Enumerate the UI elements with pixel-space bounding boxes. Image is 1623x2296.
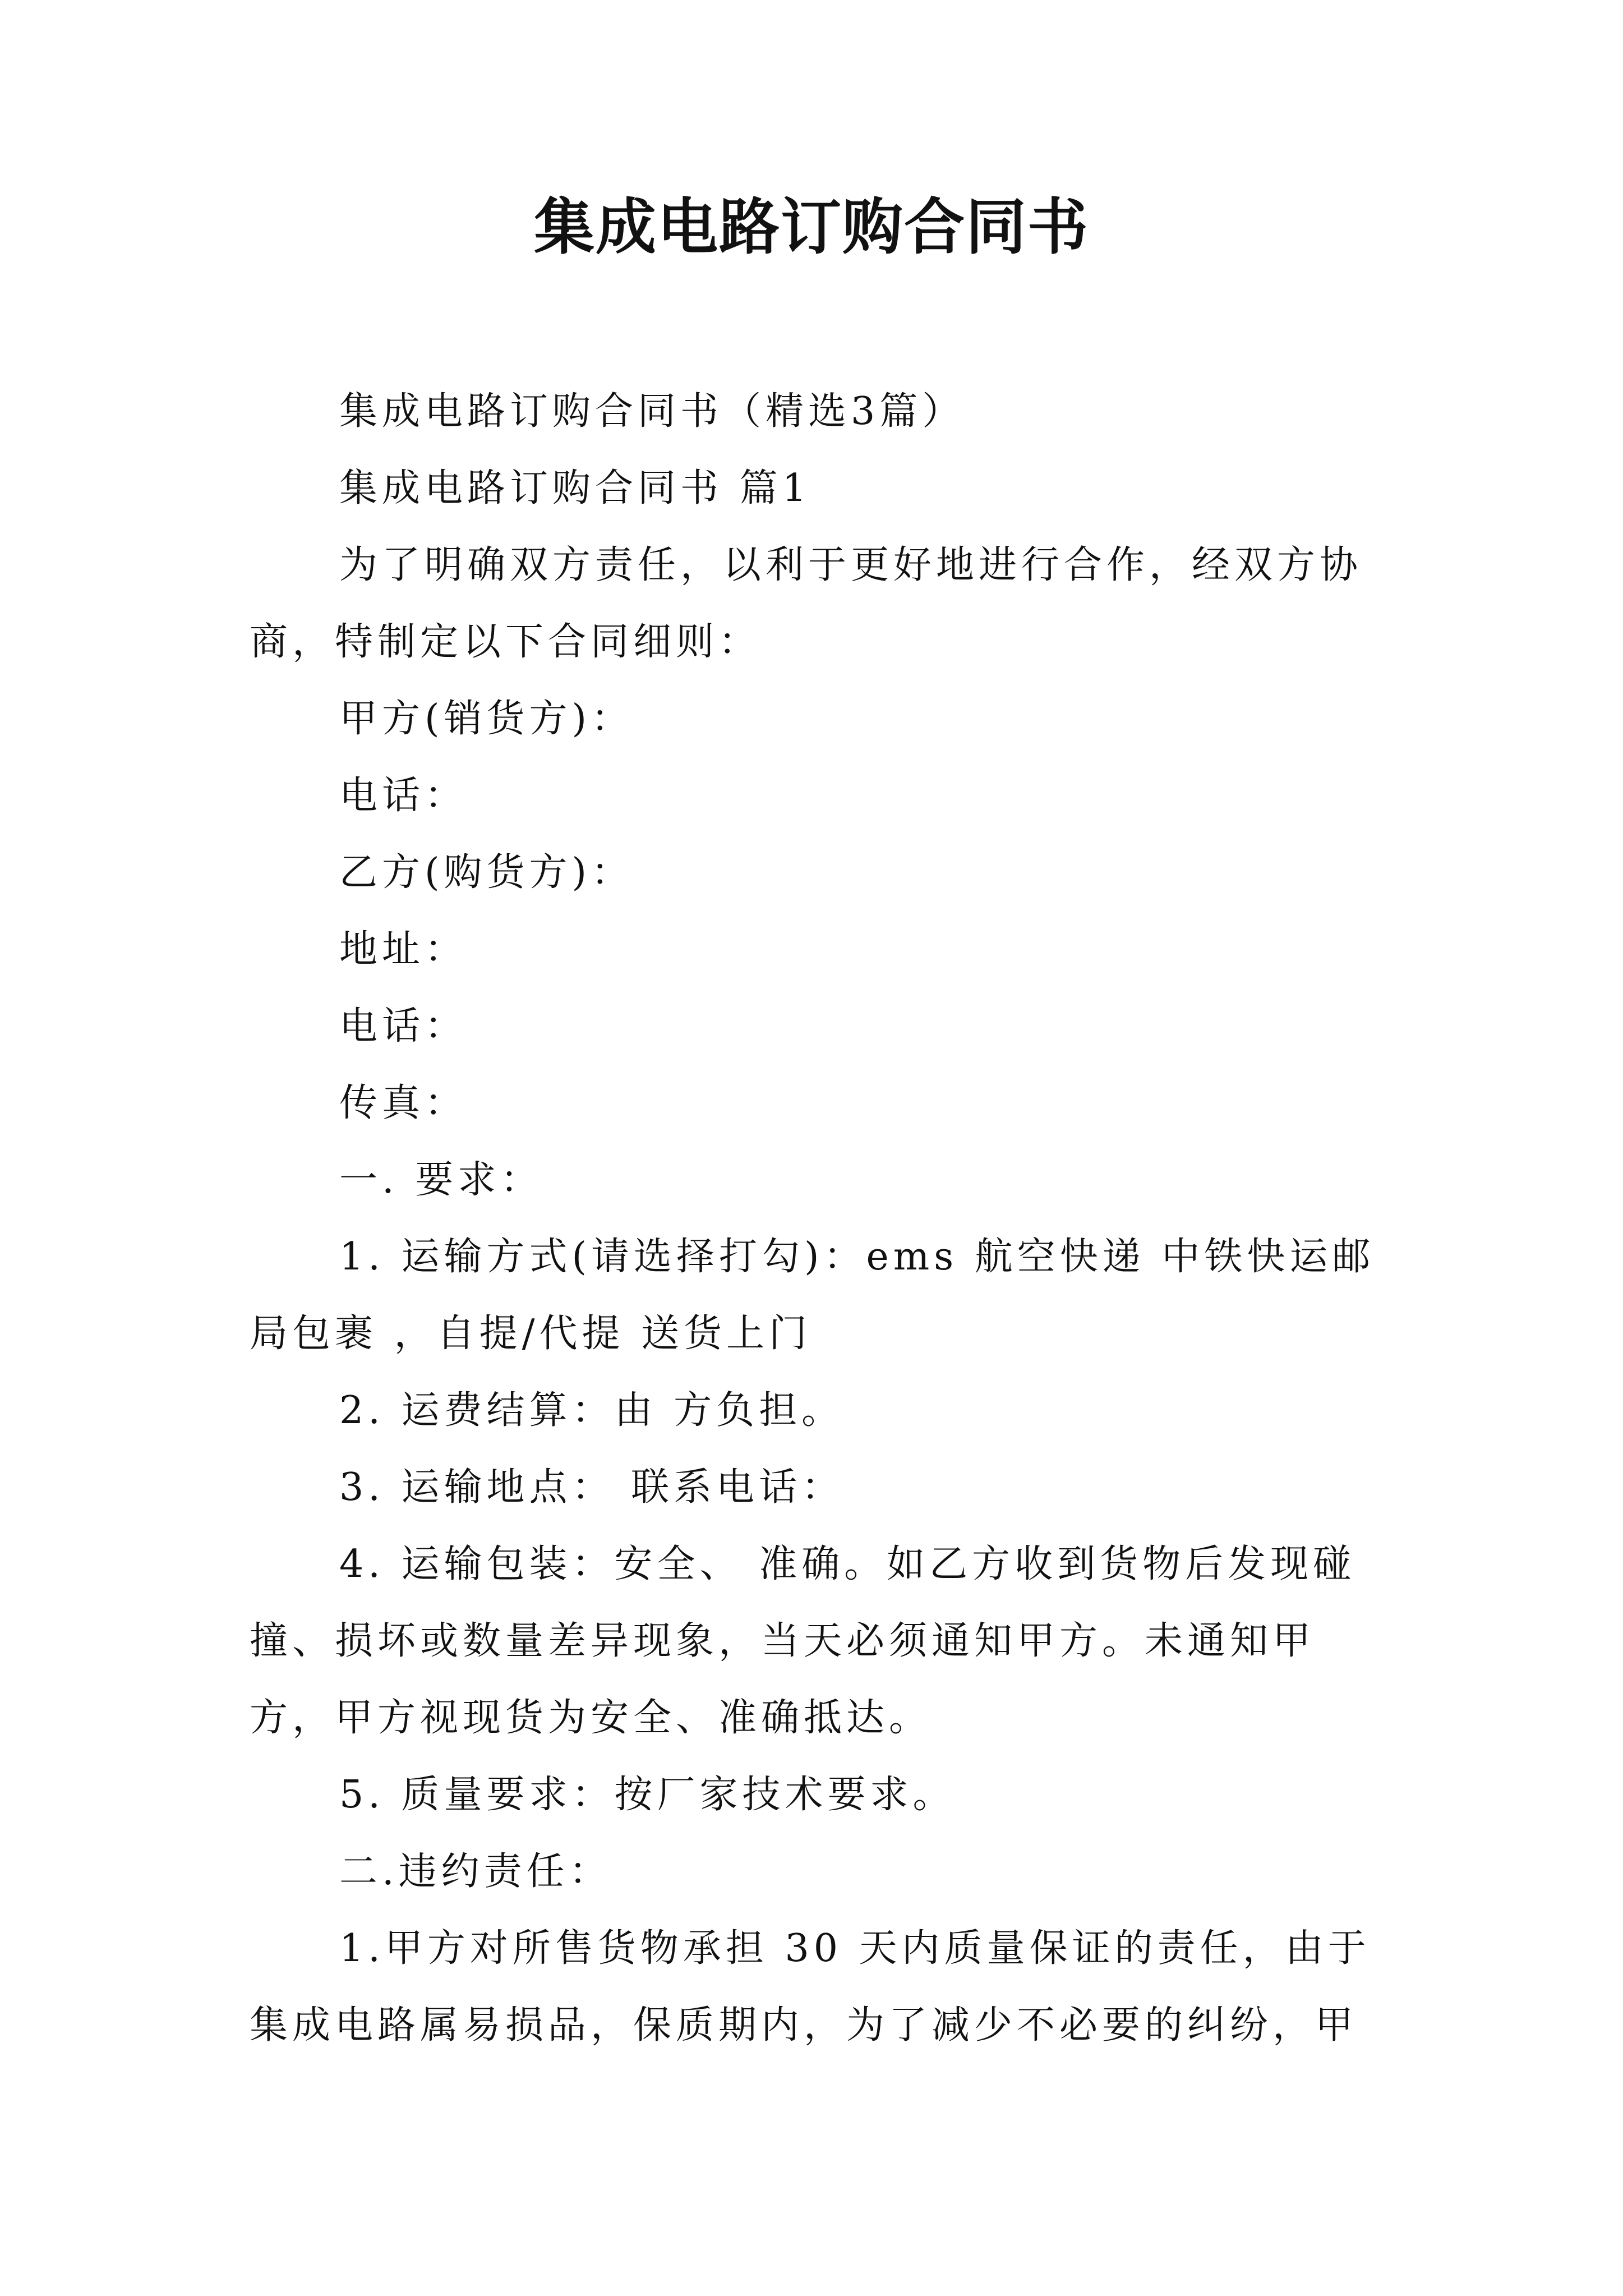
section-heading: 集成电路订购合同书 篇1 [339, 466, 811, 510]
clause-transport-location: 3. 运输地点： 联系电话： [339, 1465, 845, 1510]
party-b-address-field: 地址： [339, 927, 468, 972]
party-b-fax-field: 传真： [339, 1081, 468, 1125]
clause-freight-settlement: 2. 运费结算：由 方负担。 [339, 1388, 845, 1433]
document-title: 集成电路订购合同书 [533, 192, 1089, 263]
intro-paragraph: 为了明确双方责任，以利于更好地进行合作，经双方协商，特制定以下合同细则： [250, 543, 1363, 664]
liability-heading: 二.违约责任： [339, 1849, 612, 1894]
requirements-heading: 一. 要求： [339, 1158, 543, 1202]
subtitle-paragraph: 集成电路订购合同书（精选3篇） [339, 389, 965, 434]
clause-quality-guarantee: 1.甲方对所售货物承担 30 天内质量保证的责任，由于集成电路属易损品，保质期内，为了减少不必要的纠纷，甲 [250, 1926, 1371, 2047]
party-b-field: 乙方(购货方)： [339, 850, 634, 895]
clause-transport-method: 1. 运输方式(请选择打勾)：ems 航空快递 中铁快运邮局包裹 ，自提/代提 送货上门 [250, 1235, 1375, 1356]
party-b-phone-field: 电话： [339, 1004, 468, 1048]
clause-quality-requirements: 5. 质量要求：按厂家技术要求。 [339, 1773, 956, 1817]
party-a-field: 甲方(销货方)： [339, 697, 634, 741]
clause-transport-packaging: 4. 运输包装：安全、 准确。如乙方收到货物后发现碰撞、损坏或数量差异现象，当天必须通知甲方。未通知甲方，甲方视现货为安全、准确抵达。 [250, 1542, 1356, 1740]
document-body [250, 373, 1394, 2064]
party-a-phone-field: 电话： [339, 774, 468, 818]
